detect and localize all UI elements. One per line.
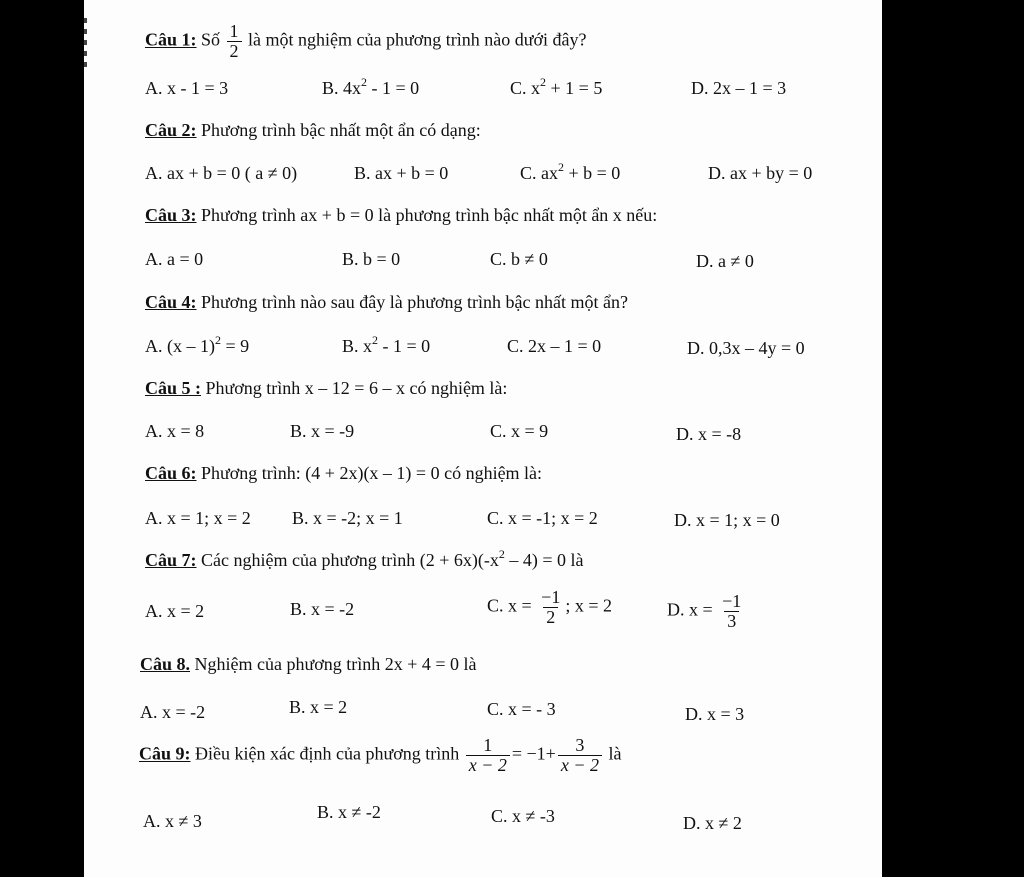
question-2-text: Phương trình bậc nhất một ẩn có dạng:	[201, 120, 481, 140]
question-4	[145, 292, 628, 313]
q2-option-b-text: B. ax + b = 0	[354, 163, 449, 183]
q9-option-c: C. x ≠ -3	[491, 806, 555, 826]
fraction-minus-one-third	[719, 592, 744, 631]
fraction-denominator: 3	[724, 611, 739, 631]
q2-option-c-exponent: 2	[558, 160, 564, 174]
fraction-minus-one-half	[538, 588, 563, 627]
q6-option-a: A. x = 1; x = 2	[145, 508, 251, 528]
q1-option-b-exponent: 2	[361, 75, 368, 89]
q2-option-d-text: D. ax + by = 0	[708, 163, 813, 183]
question-8-label: Câu 8.	[140, 654, 191, 674]
q4-option-a-text-post: = 9	[221, 336, 250, 356]
q7-option-d	[667, 592, 746, 631]
fraction-numerator: −1	[722, 591, 742, 611]
fraction-denominator: 2	[227, 41, 242, 61]
binding-marks	[84, 18, 89, 88]
question-1-text-pre: Số	[201, 29, 221, 50]
q2-option-c-text: C. ax	[520, 163, 558, 183]
q3-option-b: B. b = 0	[342, 249, 401, 269]
q4-option-b-text-post: - 1 = 0	[378, 336, 431, 356]
question-5-label: Câu 5 :	[145, 378, 202, 398]
q6-option-b: B. x = -2; x = 1	[292, 508, 403, 528]
q1-option-c-text: C. x	[510, 78, 541, 98]
q4-option-d	[687, 338, 805, 359]
q5-option-b: B. x = -9	[290, 421, 355, 441]
question-1	[145, 22, 587, 61]
q8-option-c: C. x = - 3	[487, 699, 556, 719]
q1-option-d-text: D. 2x – 1 = 3	[691, 78, 787, 98]
q7-option-d-text: D. x =	[667, 599, 713, 620]
q7-option-c	[487, 588, 612, 627]
question-9-text: Điều kiện xác định của phương trình	[195, 743, 460, 764]
question-4-label: Câu 4:	[145, 292, 197, 312]
q3-option-a: A. a = 0	[145, 249, 204, 269]
q4-option-c	[507, 336, 601, 357]
q2-option-a-text: A. ax + b = 0 ( a ≠ 0)	[145, 163, 298, 183]
fraction-numerator: 3	[575, 735, 585, 755]
question-6-text: Phương trình: (4 + 2x)(x – 1) = 0 có nghiệm là:	[201, 463, 543, 483]
q6-option-c: C. x = -1; x = 2	[487, 508, 598, 528]
question-6	[145, 463, 542, 484]
q1-option-b-text-post: - 1 = 0	[367, 78, 420, 98]
question-8	[140, 654, 477, 675]
q1-option-c-exponent: 2	[540, 75, 547, 89]
q3-option-d: D. a ≠ 0	[696, 251, 754, 271]
q4-option-b-text: B. x	[342, 336, 373, 356]
question-6-label: Câu 6:	[145, 463, 197, 483]
q8-option-d: D. x = 3	[685, 704, 745, 724]
question-7-label: Câu 7:	[145, 550, 197, 570]
q6-option-d: D. x = 1; x = 0	[674, 510, 780, 530]
fraction-one-over-x-minus-2	[466, 736, 510, 775]
question-8-text: Nghiệm của phương trình 2x + 4 = 0 là	[194, 654, 477, 674]
question-7-text: Các nghiệm của phương trình (2 + 6x)(-x	[201, 550, 499, 570]
q7-option-a: A. x = 2	[145, 601, 205, 621]
question-4-text: Phương trình nào sau đây là phương trình bậc nhất một ẩn?	[201, 292, 628, 312]
question-5-text: Phương trình x – 12 = 6 – x có nghiệm là:	[205, 378, 508, 398]
fraction-numerator: −1	[541, 587, 561, 607]
fraction-one-half	[227, 22, 242, 61]
q1-option-d	[691, 78, 786, 99]
q1-option-c	[510, 75, 603, 99]
q2-option-b	[354, 163, 448, 184]
q2-option-a	[145, 163, 297, 184]
question-1-text-post: là một nghiệm của phương trình nào dưới đây?	[248, 29, 587, 50]
question-2-label: Câu 2:	[145, 120, 197, 140]
fraction-denominator: x − 2	[466, 755, 510, 775]
q8-option-a: A. x = -2	[140, 702, 206, 722]
q2-option-c	[520, 160, 621, 184]
question-1-label: Câu 1:	[145, 29, 197, 50]
q9-option-a: A. x ≠ 3	[143, 811, 202, 831]
q7-option-b: B. x = -2	[290, 599, 355, 619]
question-3	[145, 205, 657, 226]
q1-option-a-text: A. x - 1 = 3	[145, 78, 229, 98]
question-9-text-post: là	[608, 743, 622, 764]
question-5	[145, 378, 507, 399]
q9-option-b: B. x ≠ -2	[317, 802, 381, 822]
fraction-denominator: x − 2	[558, 755, 602, 775]
question-9	[139, 736, 621, 775]
question-2	[145, 120, 481, 141]
q1-option-b-text: B. 4x	[322, 78, 362, 98]
q4-option-a-text: A. (x – 1)	[145, 336, 215, 356]
question-3-label: Câu 3:	[145, 205, 197, 225]
fraction-numerator: 1	[483, 735, 493, 755]
q1-option-c-text-post: + 1 = 5	[546, 78, 603, 98]
q5-option-d: D. x = -8	[676, 424, 742, 444]
q1-option-a	[145, 78, 228, 99]
q5-option-c: C. x = 9	[490, 421, 549, 441]
q4-option-a-exponent: 2	[215, 333, 221, 347]
q4-option-d-text: D. 0,3x – 4y = 0	[687, 338, 805, 358]
question-7-exponent: 2	[498, 547, 505, 561]
q5-option-a: A. x = 8	[145, 421, 205, 441]
question-9-equation-middle: = −1+	[511, 743, 556, 764]
fraction-denominator: 2	[543, 607, 558, 627]
question-7-text-post: – 4) = 0 là	[504, 550, 584, 570]
q8-option-b: B. x = 2	[289, 697, 348, 717]
q7-option-c-text: C. x =	[487, 595, 532, 616]
question-3-text: Phương trình ax + b = 0 là phương trình bậc nhất một ẩn x nếu:	[201, 205, 658, 225]
q1-option-b	[322, 75, 420, 99]
question-7	[145, 547, 584, 571]
q7-option-c-text-post: ; x = 2	[565, 595, 612, 616]
q9-option-d: D. x ≠ 2	[683, 813, 742, 833]
q4-option-c-text: C. 2x – 1 = 0	[507, 336, 602, 356]
q4-option-b	[342, 333, 431, 357]
fraction-three-over-x-minus-2	[558, 736, 602, 775]
question-9-label: Câu 9:	[139, 743, 191, 764]
q4-option-b-exponent: 2	[372, 333, 379, 347]
fraction-numerator: 1	[229, 21, 239, 41]
q2-option-d	[708, 163, 812, 184]
q3-option-c: C. b ≠ 0	[490, 249, 548, 269]
q4-option-a	[145, 333, 250, 357]
q2-option-c-text-post: + b = 0	[564, 163, 621, 183]
